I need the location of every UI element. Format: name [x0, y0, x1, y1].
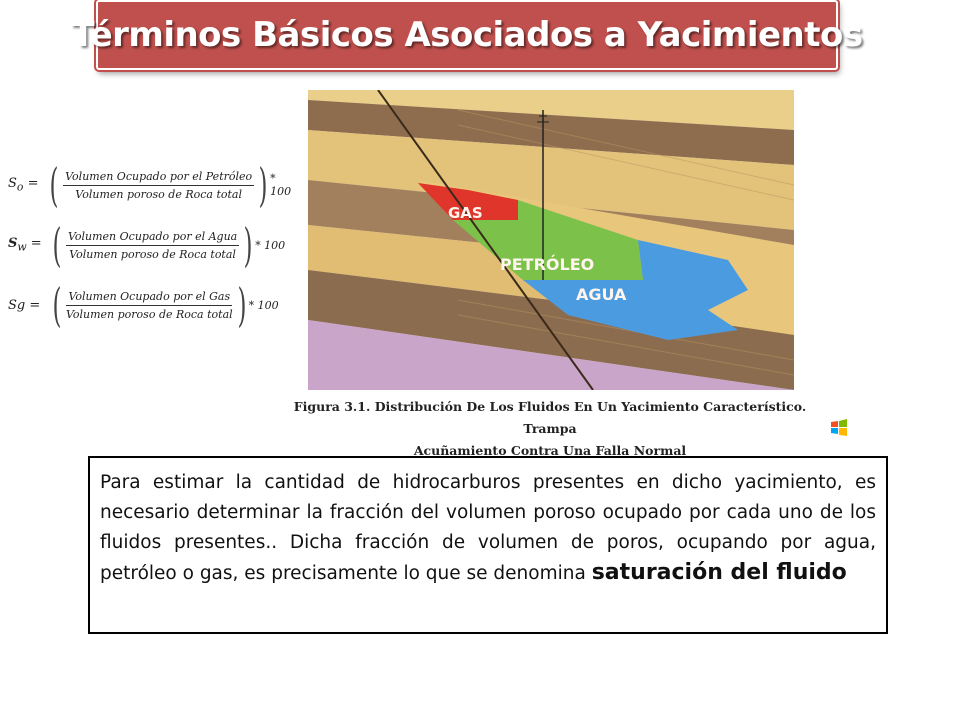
fraction	[66, 230, 239, 261]
reservoir-diagram	[308, 90, 794, 390]
formula-gas-saturation: Sg = ( $\frac{\text{Volumen Ocupado por el Gas}}{\text{Volumen poroso de Roca total}}$ ) * 100	[8, 278, 279, 332]
denominator: Volumen poroso de Roca total	[65, 307, 233, 321]
page-title: Términos Básicos Asociados a Yacimientos	[71, 15, 863, 55]
emphasis-term: saturación del fluido	[591, 560, 847, 585]
denominator: Volumen poroso de Roca total	[69, 247, 236, 261]
numerator: Volumen Ocupado por el Gas	[66, 290, 232, 306]
gas-label: GAS	[448, 204, 483, 222]
formula-lhs: Sg =	[8, 297, 41, 313]
oil-label: PETRÓLEO	[500, 255, 595, 274]
factor: * 100	[270, 172, 292, 198]
fraction	[63, 170, 254, 201]
title-banner	[71, 0, 863, 70]
formula-lhs: $S_o$ =	[8, 176, 39, 194]
numerator: Volumen Ocupado por el Agua	[66, 230, 239, 246]
windows-logo-icon	[830, 418, 848, 436]
numerator: Volumen Ocupado por el Petróleo	[63, 170, 254, 186]
figure-caption: Figura 3.1. Distribución De Los Fluidos En Un Yacimiento Característico. Trampa Acuñamiento Contra Una Falla Normal	[293, 399, 807, 458]
saturation-formulas	[8, 158, 298, 338]
fraction	[66, 290, 233, 321]
factor: * 100	[255, 238, 286, 252]
formula-lhs: $S_w$ =	[8, 236, 42, 254]
denominator: Volumen poroso de Roca total	[75, 187, 242, 201]
factor: * 100	[248, 298, 279, 312]
explanation-text: Para estimar la cantidad de hidrocarburos presentes en dicho yacimiento, es necesario determinar la fracción del volumen poroso ocupado por cada uno de los fluidos presentes.. Dicha fracción de volumen de poros, ocupando por agua, petróleo o gas, es precisamente lo que se denomina saturación del fluido	[88, 456, 888, 634]
water-label: AGUA	[576, 285, 627, 304]
formula-oil-saturation: $S_o$ = ( $\frac{\text{Volumen Ocupado por el Petróleo}}{\text{Volumen poroso de Roca total}}$ ) * 100	[8, 158, 298, 212]
formula-water-saturation: $S_w$ = ( $\frac{\text{Volumen Ocupado por el Agua}}{\text{Volumen poroso de Roca total}}$ ) * 100	[8, 218, 286, 272]
